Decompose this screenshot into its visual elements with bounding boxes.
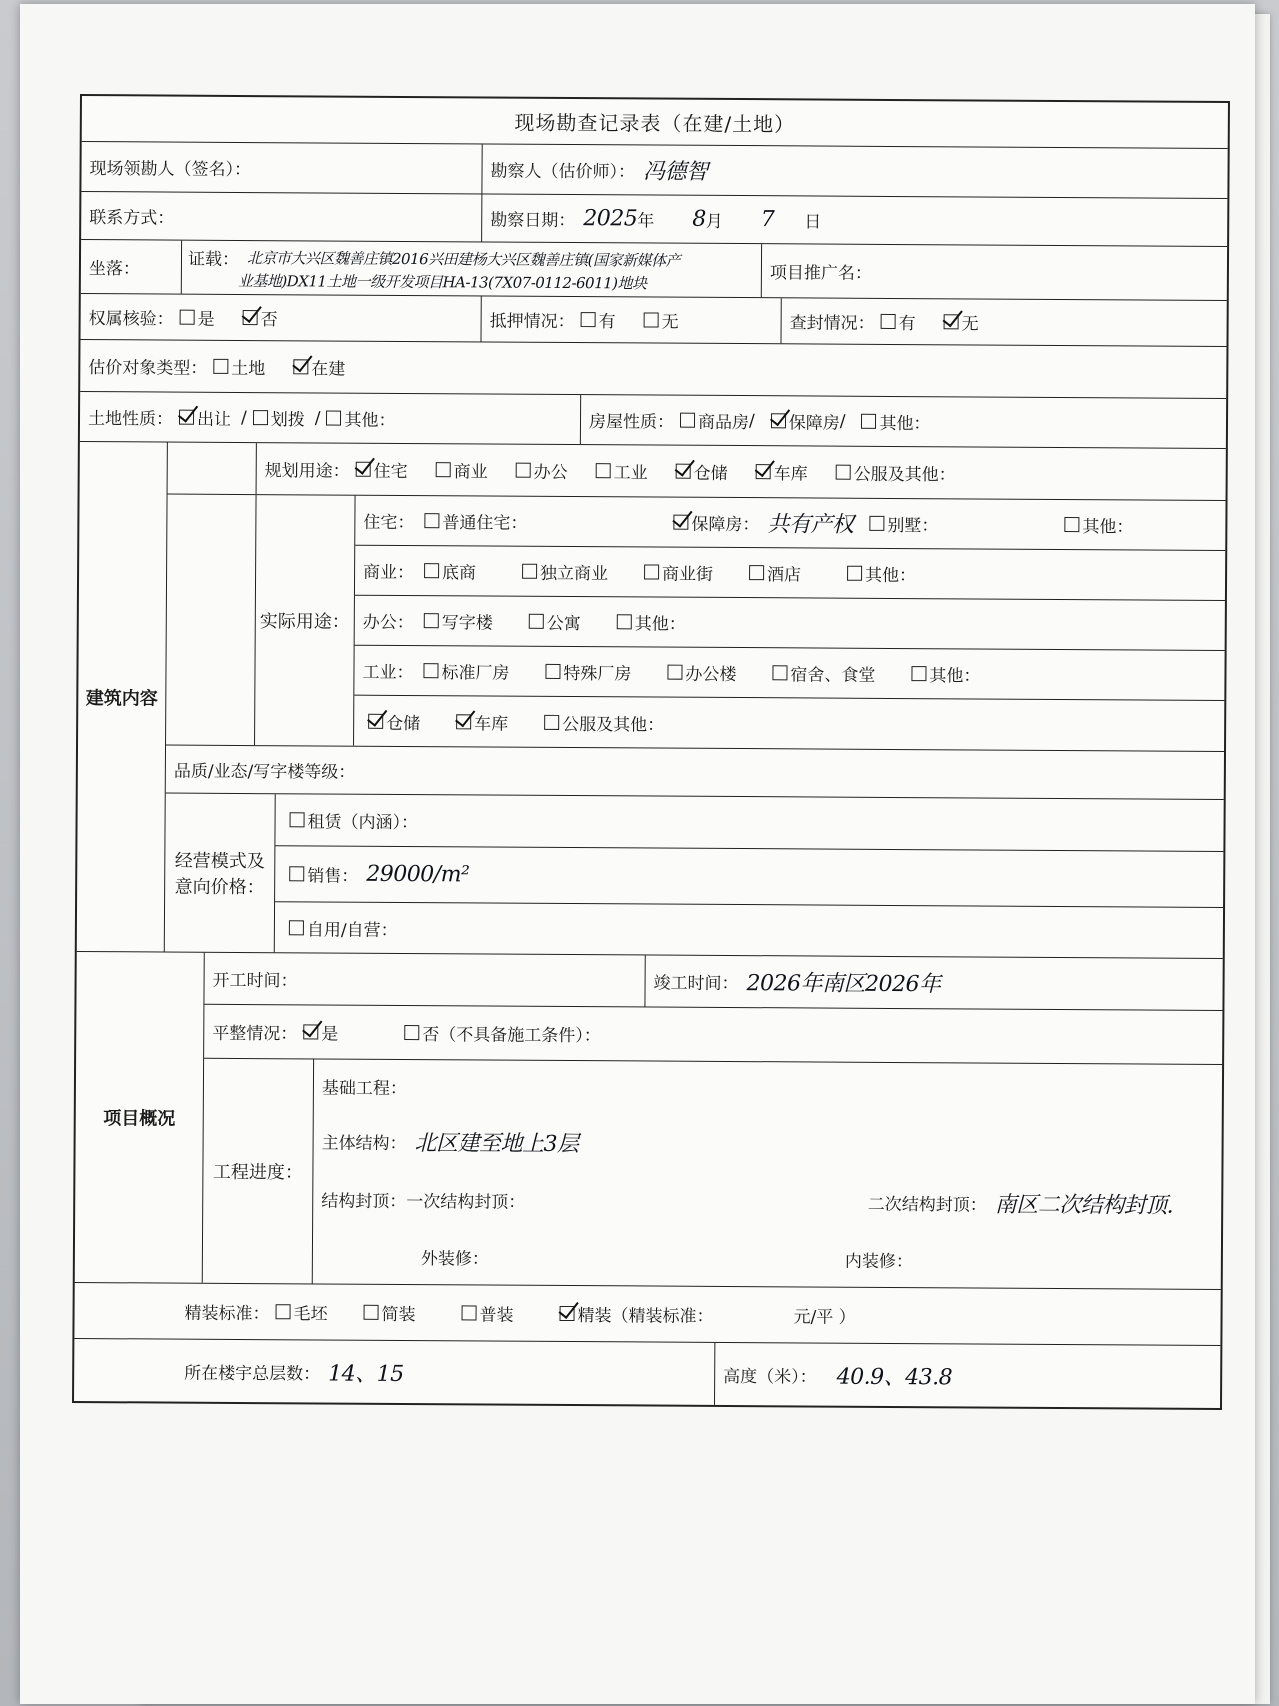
com-other-label: 其他： [865, 565, 917, 587]
floors-row [74, 1339, 1220, 1408]
mortgage-cell [480, 296, 780, 343]
land-nature-label: 土地性质： [87, 409, 174, 430]
surveyor-signature: 冯德智 [642, 159, 708, 185]
land-transfer-checkbox[interactable] [179, 410, 194, 425]
ind-dorm-label: 宿舍、食堂 [790, 665, 876, 686]
actual-office-cell [355, 596, 1225, 650]
planned-residential-label: 住宅 [373, 461, 408, 483]
ind-office-checkbox[interactable] [667, 665, 682, 680]
house-affordable-label: 保障房 [788, 413, 840, 434]
finish-standard-checkbox[interactable] [462, 1305, 477, 1320]
quality-cell [166, 746, 1224, 799]
planned-public-checkbox[interactable] [836, 465, 851, 480]
self-use-cell [275, 902, 1223, 958]
leveling-no-label: 否（不具备施工条件）： [422, 1025, 601, 1047]
planned-garage-checkbox[interactable] [756, 464, 771, 479]
house-nature-label: 房屋性质： [588, 412, 675, 433]
project-section-label: 项目概况 [75, 952, 205, 1283]
floors-cell [74, 1339, 714, 1405]
planned-warehouse-label: 仓储 [693, 463, 728, 484]
seal-cell [780, 298, 1226, 346]
form-title-row [82, 96, 1228, 149]
office-other-label: 其他： [634, 614, 686, 635]
quality-row [166, 746, 1224, 800]
object-type-cell [80, 340, 1226, 398]
rent-label: 租赁（内涵）： [307, 812, 419, 834]
misc-public-label: 公服及其他： [562, 714, 665, 736]
actual-commercial-label: 商业： [363, 562, 415, 584]
misc-public-checkbox[interactable] [544, 714, 559, 729]
mortgage-yes-checkbox[interactable] [581, 312, 596, 327]
project-section [75, 952, 1223, 1290]
finish-label: 竣工时间： [653, 973, 739, 995]
ownership-no-checkbox[interactable] [243, 310, 258, 325]
start-label: 开工时间： [212, 970, 298, 992]
rent-cell [275, 794, 1223, 851]
seal-yes-label: 有 [898, 314, 916, 335]
object-type-row [80, 340, 1226, 399]
ind-special-label: 特殊厂房 [563, 663, 632, 685]
surveyor-cell [481, 144, 1227, 198]
ind-office-label: 办公楼 [685, 664, 737, 686]
date-year-unit: 年 [637, 211, 655, 232]
actual-industrial-row [354, 646, 1224, 701]
contact-label: 联系方式： [89, 208, 175, 229]
finish-standard-row [74, 1283, 1220, 1346]
planned-use-label: 规划用途： [264, 461, 350, 482]
mortgage-yes-label: 有 [598, 312, 616, 333]
foundation-cell [314, 1059, 1222, 1117]
planned-warehouse-checkbox[interactable] [676, 464, 691, 479]
main-structure-label: 主体结构： [321, 1132, 407, 1154]
planned-residential-checkbox[interactable] [356, 462, 371, 477]
planned-office-checkbox[interactable] [516, 463, 531, 478]
sale-label: 销售： [307, 866, 359, 887]
interior-label: 内装修： [844, 1251, 913, 1272]
building-section-label: 建筑内容 [77, 442, 168, 952]
lead-cell [81, 142, 481, 193]
finish-fine-label: 精装（精装标准： [577, 1306, 714, 1327]
office-other-checkbox[interactable] [617, 614, 632, 629]
date-year: 2025 [583, 206, 638, 232]
house-other-checkbox[interactable] [861, 414, 876, 429]
date-cell [481, 194, 1227, 246]
date-day-unit: 日 [804, 212, 822, 233]
ind-other-checkbox[interactable] [911, 666, 926, 681]
actual-commercial-cell [355, 546, 1225, 600]
ind-standard-label: 标准厂房 [441, 663, 510, 684]
ownership-no-label: 否 [260, 310, 278, 331]
leveling-yes-label: 是 [321, 1024, 339, 1045]
object-construction-label: 在建 [311, 359, 346, 380]
office-tower-checkbox[interactable] [424, 613, 439, 628]
finish-standard-cell [74, 1283, 1220, 1345]
house-affordable-checkbox[interactable] [771, 413, 786, 428]
ownership-row [80, 294, 1226, 347]
res-villa-label: 别墅： [887, 515, 939, 537]
finish-standard-unit: 元/平 ） [793, 1307, 856, 1328]
actual-residential-cell [355, 496, 1225, 550]
res-affordable-value: 共有产权 [767, 512, 854, 538]
cap-label: 结构封顶： [321, 1190, 407, 1212]
floors-value: 14、15 [328, 1361, 404, 1387]
finish-standard-label: 精装标准： [184, 1303, 270, 1325]
object-land-label: 土地 [231, 358, 266, 380]
res-ordinary-checkbox[interactable] [424, 513, 439, 528]
object-type-label: 估价对象类型： [88, 358, 208, 379]
misc-warehouse-label: 仓储 [386, 713, 421, 734]
seal-no-checkbox[interactable] [944, 314, 959, 329]
leveling-label: 平整情况： [212, 1023, 298, 1045]
office-apartment-checkbox[interactable] [529, 614, 544, 629]
com-street-label: 商业街 [662, 564, 714, 585]
mortgage-label: 抵押情况： [489, 311, 575, 333]
actual-industrial-label: 工业： [362, 662, 414, 684]
date-label: 勘察日期： [490, 210, 576, 232]
date-month: 8 [692, 206, 706, 232]
sale-price: 29000/m² [366, 861, 470, 888]
cert-cell [181, 241, 761, 298]
house-other-label: 其他： [879, 413, 931, 435]
sale-checkbox[interactable] [289, 866, 304, 881]
mortgage-no-label: 无 [661, 312, 679, 333]
cap-second-label: 二次结构封顶： [867, 1194, 987, 1216]
planned-public-label: 公服及其他： [853, 464, 956, 486]
actual-misc-row [354, 696, 1224, 751]
cap-first-label: 一次结构封顶： [406, 1191, 526, 1213]
finish-rough-label: 毛坯 [293, 1304, 328, 1325]
self-use-row [275, 902, 1223, 958]
object-construction-checkbox[interactable] [293, 359, 308, 374]
cap-second-value: 南区二次结构封顶. [994, 1192, 1174, 1219]
height-label: 高度（米）： [723, 1366, 817, 1388]
lead-label: 现场领勘人（签名）： [89, 159, 252, 181]
floors-label: 所在楼宇总层数： [184, 1363, 321, 1384]
paper-sheet [20, 4, 1255, 1704]
contact-row [81, 192, 1227, 247]
contact-cell [81, 192, 481, 241]
res-other-label: 其他： [1082, 517, 1134, 538]
foundation-label: 基础工程： [321, 1077, 407, 1099]
house-nature-cell: 房屋性质： 商品房 / 保障房 / 其他： [580, 395, 1226, 448]
form-title: 现场勘查记录表（在建/土地） [514, 110, 796, 137]
ownership-label: 权属核验： [88, 309, 174, 330]
planned-use-row [168, 443, 1226, 501]
seal-yes-checkbox[interactable] [881, 314, 896, 329]
planned-commercial-label: 商业 [453, 462, 488, 483]
object-land-checkbox[interactable] [213, 359, 228, 374]
ind-dorm-checkbox[interactable] [772, 665, 787, 680]
res-other-checkbox[interactable] [1064, 517, 1079, 532]
com-standalone-checkbox[interactable] [522, 564, 537, 579]
ownership-cell [81, 294, 481, 341]
res-ordinary-label: 普通住宅： [442, 513, 528, 534]
progress-block [203, 1059, 1222, 1289]
self-use-label: 自用/自营： [306, 919, 398, 941]
res-villa-checkbox[interactable] [869, 516, 884, 531]
planned-garage-label: 车库 [773, 464, 808, 485]
height-cell [714, 1343, 1220, 1408]
land-nature-cell: 土地性质： 出让 / 划拨 / 其他： [80, 392, 580, 444]
seal-no-label: 无 [961, 314, 979, 335]
location-row [81, 240, 1227, 301]
leveling-cell [204, 1005, 1222, 1064]
height-value: 40.9、43.8 [836, 1364, 953, 1390]
land-nature-row [80, 392, 1226, 449]
location-label-cell [81, 240, 181, 294]
land-other-checkbox[interactable] [326, 411, 341, 426]
actual-office-row [355, 596, 1225, 651]
lead-row [81, 142, 1227, 199]
planned-office-label: 办公 [533, 462, 568, 483]
res-affordable-checkbox[interactable] [673, 515, 688, 530]
finish-cell [644, 955, 1222, 1010]
exterior-label: 外装修： [420, 1248, 489, 1270]
finish-simple-checkbox[interactable] [364, 1305, 379, 1320]
planned-industrial-checkbox[interactable] [596, 463, 611, 478]
actual-commercial-row [355, 546, 1225, 601]
planned-use-cell [256, 443, 1226, 500]
start-cell [204, 953, 644, 1007]
location-label: 坐落： [88, 259, 140, 280]
com-hotel-label: 酒店 [767, 565, 802, 586]
house-commercial-label: 商品房 [697, 412, 750, 434]
actual-residential-label: 住宅： [363, 512, 415, 534]
com-hotel-checkbox[interactable] [749, 565, 764, 580]
main-structure-value: 北区建至地上3层 [414, 1130, 579, 1157]
building-section [77, 442, 1226, 959]
sale-cell [275, 846, 1223, 907]
misc-warehouse-checkbox[interactable] [368, 713, 383, 728]
cert-label: 证载： [187, 249, 240, 270]
leveling-yes-checkbox[interactable] [303, 1024, 318, 1039]
ind-other-label: 其他： [929, 666, 981, 687]
com-shop-checkbox[interactable] [424, 563, 439, 578]
schedule-row [204, 953, 1222, 1011]
actual-misc-cell [354, 696, 1224, 751]
land-transfer-label: 出让 [196, 409, 232, 430]
promo-cell [761, 244, 1227, 300]
mortgage-no-checkbox[interactable] [644, 312, 659, 327]
business-label: 经营模式及意向价格： [165, 794, 276, 953]
com-shop-label: 底商 [442, 563, 477, 584]
business-block [165, 794, 1224, 958]
date-day: 7 [760, 207, 775, 233]
actual-use-block [166, 495, 1226, 752]
misc-garage-label: 车库 [474, 713, 509, 735]
finish-fine-checkbox[interactable] [560, 1306, 575, 1321]
leveling-no-checkbox[interactable] [404, 1025, 419, 1040]
cert-address-line1: 北京市大兴区魏善庄镇2016兴田建杨大兴区魏善庄镇(国家新媒体产 [246, 248, 681, 270]
misc-garage-checkbox[interactable] [456, 714, 471, 729]
rent-row [275, 794, 1223, 852]
land-allocation-label: 划拨 [270, 410, 305, 431]
planned-commercial-checkbox[interactable] [436, 462, 451, 477]
land-allocation-checkbox[interactable] [253, 410, 268, 425]
planned-industrial-label: 工业 [613, 463, 648, 484]
finish-value: 2026年南区2026年 [746, 971, 941, 998]
ind-standard-checkbox[interactable] [423, 663, 438, 678]
office-tower-label: 写字楼 [441, 613, 493, 634]
actual-use-label: 实际用途： [254, 495, 356, 746]
actual-office-label: 办公： [362, 612, 414, 634]
seal-label: 查封情况： [789, 313, 875, 334]
self-use-checkbox[interactable] [289, 920, 304, 935]
ind-special-checkbox[interactable] [545, 664, 560, 679]
rent-checkbox[interactable] [290, 812, 305, 827]
cap-cell [313, 1169, 1221, 1233]
decoration-cell [313, 1227, 1221, 1289]
actual-residential-row [355, 496, 1225, 551]
com-other-checkbox[interactable] [847, 566, 862, 581]
house-commercial-checkbox[interactable] [680, 413, 695, 428]
survey-form [72, 94, 1230, 1410]
actual-industrial-cell [354, 646, 1224, 700]
com-standalone-label: 独立商业 [540, 563, 609, 585]
com-street-checkbox[interactable] [644, 564, 659, 579]
main-structure-cell [313, 1111, 1221, 1175]
surveyor-label: 勘察人（估价师）： [490, 161, 636, 183]
office-apartment-label: 公寓 [546, 613, 581, 635]
land-other-label: 其他： [344, 410, 396, 431]
promo-label: 项目推广名： [769, 263, 872, 284]
quality-label: 品质/业态/写字楼等级： [173, 761, 356, 783]
cert-address-line2: 业基地)DX11土地一级开发项目HA-13(7X07-0112-6011)地块 [237, 271, 647, 292]
finish-simple-label: 简装 [381, 1304, 416, 1326]
finish-rough-checkbox[interactable] [276, 1304, 291, 1319]
date-month-unit: 月 [705, 211, 723, 232]
leveling-row [204, 1005, 1222, 1065]
ownership-yes-checkbox[interactable] [180, 310, 195, 325]
res-affordable-label: 保障房： [691, 514, 760, 536]
finish-standard-item-label: 普装 [479, 1305, 514, 1326]
progress-label: 工程进度： [203, 1059, 314, 1284]
sale-row [275, 846, 1223, 908]
ownership-yes-label: 是 [197, 309, 215, 330]
